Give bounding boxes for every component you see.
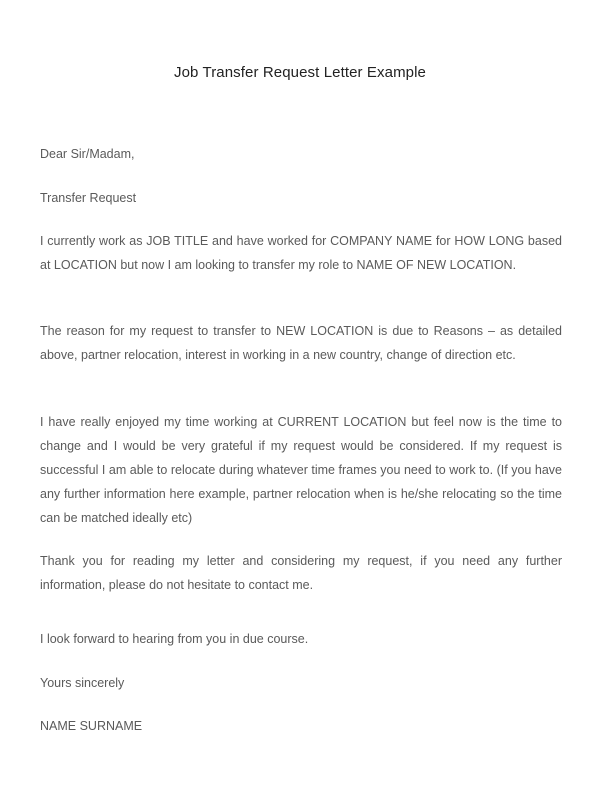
paragraph-transfer-reason: The reason for my request to transfer to NEW LOCATION is due to Reasons – as detailed above, partner relocation, interest in working in a new country, change of direction etc. (40, 324, 562, 362)
document-title: Job Transfer Request Letter Example (174, 64, 426, 81)
paragraph-experience: I have really enjoyed my time working at CURRENT LOCATION but feel now is the time to change and I would be very grateful if my request would be considered. If my request is successful I am able to relocate during whatever time frames you need to work to. (If you have any further information here example, partner relocation when is he/she relocating so the time can be matched ideally etc) (40, 415, 562, 525)
paragraph-thanks: Thank you for reading my letter and considering my request, if you need any further information, please do not hesitate to contact me. (40, 554, 562, 592)
paragraph-current-role: I currently work as JOB TITLE and have worked for COMPANY NAME for HOW LONG based at LOCATION but now I am looking to transfer my role to NAME OF NEW LOCATION. (40, 234, 562, 272)
closing-line: I look forward to hearing from you in due course. (40, 632, 309, 646)
signature-name: NAME SURNAME (40, 719, 143, 733)
sign-off: Yours sincerely (40, 676, 125, 690)
salutation: Dear Sir/Madam, (40, 147, 135, 161)
subject-line: Transfer Request (40, 191, 137, 205)
